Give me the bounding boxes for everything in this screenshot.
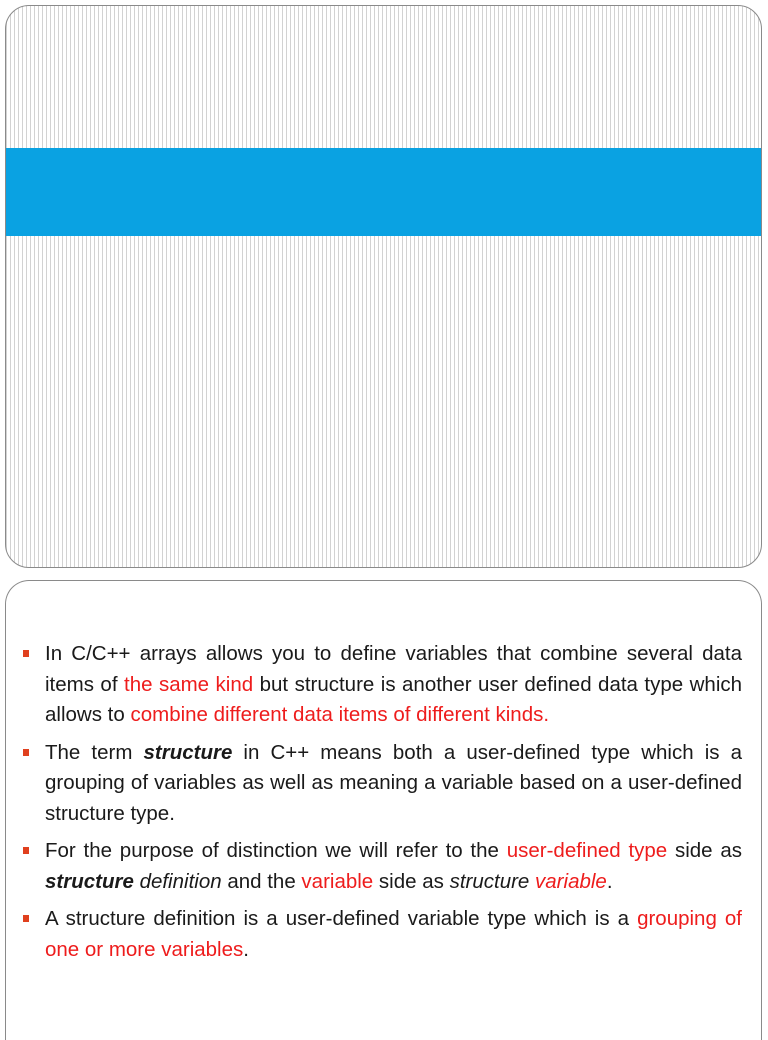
emphasis-term: structure (45, 869, 134, 893)
square-bullet-icon (23, 650, 29, 657)
bullet-text: In C/C++ arrays allows you to define variables that combine several data items of (45, 642, 742, 696)
bullet-text: For the purpose of distinction we will refer to the (45, 839, 507, 862)
highlight-text: user-defined type (506, 839, 668, 862)
bullet-item-1 (20, 639, 742, 731)
square-bullet-icon (23, 749, 29, 756)
square-bullet-icon (23, 847, 29, 854)
highlight-italic-term: variable (535, 869, 607, 893)
title-band (6, 148, 761, 236)
italic-term: definition (139, 869, 222, 893)
bullet-text: but structure is another user defined data type which allows to (45, 672, 743, 726)
bullet-text: and the (221, 869, 302, 893)
highlight-text: the same kind (124, 672, 254, 696)
italic-term: structure (449, 869, 530, 893)
bullet-text: . (243, 937, 249, 961)
bullet-text: A structure definition is a user-defined variable type which is a (45, 907, 638, 930)
square-bullet-icon (23, 915, 29, 922)
bullet-text: in C++ means both a user-defined type which is a grouping of variables as well as meaning a variable based on a user-defined structure type. (45, 740, 742, 825)
bullet-text: The term (45, 740, 144, 764)
highlight-text: combine different data items of different kinds. (130, 703, 550, 726)
title-slide (5, 5, 762, 568)
highlight-text: grouping of one or more variables (45, 907, 742, 961)
highlight-text: variable (301, 869, 374, 893)
bullet-item-2 (20, 738, 742, 830)
bullet-text: . (606, 869, 613, 893)
bullet-text: side as (667, 839, 743, 862)
bullet-text: side as (373, 869, 450, 893)
bullet-list (20, 639, 742, 972)
emphasis-term: structure (143, 740, 233, 764)
bullet-item-3 (20, 836, 742, 897)
content-slide (5, 580, 762, 1040)
bullet-item-4 (20, 904, 742, 965)
